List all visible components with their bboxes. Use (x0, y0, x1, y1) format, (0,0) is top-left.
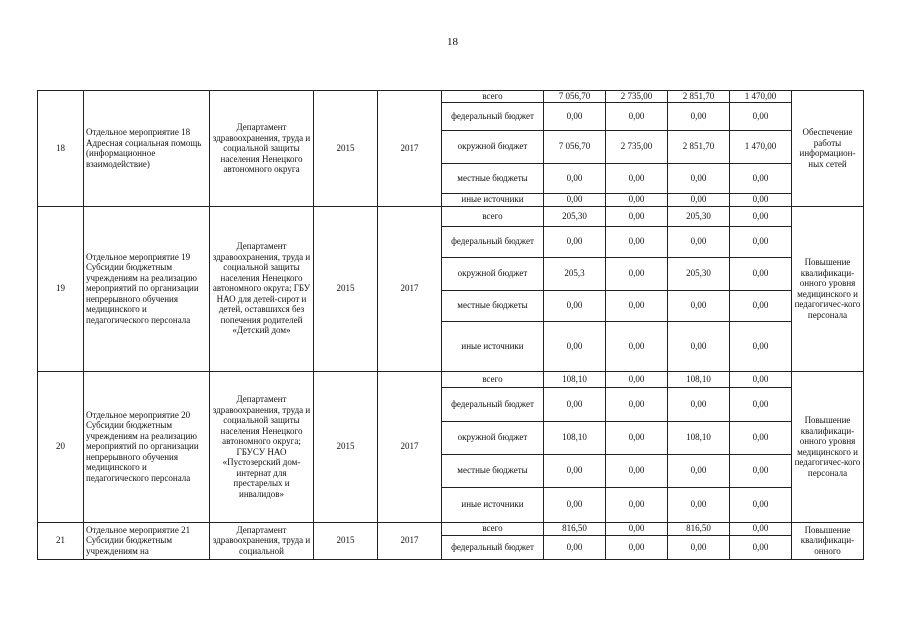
table-row (38, 91, 864, 103)
end-year: 2017 (378, 371, 442, 522)
activity-number: 20 (38, 371, 84, 522)
expected-result: Повышение квалификаци-онного уровня медицинского и педагогичес-кого персонала (792, 371, 864, 522)
amount-2017: 0,00 (730, 371, 792, 387)
activity-number: 19 (38, 206, 84, 371)
amount-2017: 0,00 (730, 535, 792, 559)
start-year: 2015 (314, 371, 378, 522)
amount-2016: 205,30 (668, 206, 730, 226)
funding-source: федеральный бюджет (442, 226, 544, 257)
end-year: 2017 (378, 206, 442, 371)
amount-2016: 0,00 (668, 163, 730, 193)
amount-2016: 2 851,70 (668, 130, 730, 163)
amount-2015: 0,00 (606, 522, 668, 535)
amount-2017: 0,00 (730, 102, 792, 130)
funding-source: окружной бюджет (442, 421, 544, 454)
amount-total: 816,50 (544, 522, 606, 535)
activity-name: Отдельное мероприятие 18 Адресная социальная помощь (информационное взаимодействие) (84, 91, 210, 207)
end-year: 2017 (378, 522, 442, 559)
expected-result: Повышение квалификаци-онного уровня медицинского и педагогичес-кого персонала (792, 206, 864, 371)
amount-total: 108,10 (544, 371, 606, 387)
funding-source: окружной бюджет (442, 257, 544, 290)
amount-2017: 0,00 (730, 163, 792, 193)
amount-2016: 108,10 (668, 371, 730, 387)
amount-2017: 0,00 (730, 387, 792, 421)
start-year: 2015 (314, 522, 378, 559)
amount-total: 0,00 (544, 487, 606, 522)
activity-name: Отдельное мероприятие 20 Субсидии бюджетным учреждениям на реализацию мероприятий по организации непрерывного обучения медицинского и педагогического персонала (84, 371, 210, 522)
amount-2016: 0,00 (668, 487, 730, 522)
funding-source: федеральный бюджет (442, 387, 544, 421)
amount-2017: 0,00 (730, 421, 792, 454)
amount-2016: 0,00 (668, 535, 730, 559)
program-activities-table (37, 90, 864, 560)
amount-2016: 0,00 (668, 193, 730, 206)
amount-total: 7 056,70 (544, 130, 606, 163)
amount-2015: 0,00 (606, 387, 668, 421)
activity-executor: Департамент здравоохранения, труда и социальной (210, 522, 314, 559)
funding-source: местные бюджеты (442, 290, 544, 321)
amount-2015: 2 735,00 (606, 91, 668, 103)
amount-2017: 0,00 (730, 206, 792, 226)
amount-2017: 0,00 (730, 522, 792, 535)
start-year: 2015 (314, 206, 378, 371)
amount-total: 0,00 (544, 193, 606, 206)
amount-2016: 816,50 (668, 522, 730, 535)
funding-source: федеральный бюджет (442, 535, 544, 559)
amount-total: 205,30 (544, 206, 606, 226)
activity-name: Отдельное мероприятие 21 Субсидии бюджетным учреждениям на (84, 522, 210, 559)
amount-2015: 0,00 (606, 454, 668, 487)
funding-source: иные источники (442, 487, 544, 522)
amount-total: 0,00 (544, 290, 606, 321)
activity-number: 18 (38, 91, 84, 207)
amount-2017: 0,00 (730, 290, 792, 321)
end-year: 2017 (378, 91, 442, 207)
page-number: 18 (447, 36, 458, 48)
amount-2015: 0,00 (606, 102, 668, 130)
funding-source: всего (442, 206, 544, 226)
amount-2017: 0,00 (730, 193, 792, 206)
amount-2015: 0,00 (606, 421, 668, 454)
amount-2017: 0,00 (730, 454, 792, 487)
funding-source: иные источники (442, 321, 544, 371)
funding-source: всего (442, 371, 544, 387)
amount-total: 7 056,70 (544, 91, 606, 103)
funding-source: всего (442, 522, 544, 535)
funding-source: местные бюджеты (442, 163, 544, 193)
amount-2015: 0,00 (606, 535, 668, 559)
expected-result: Обеспечение работы информацион-ных сетей (792, 91, 864, 207)
amount-2017: 1 470,00 (730, 91, 792, 103)
amount-2017: 0,00 (730, 321, 792, 371)
amount-2016: 0,00 (668, 226, 730, 257)
amount-2015: 0,00 (606, 193, 668, 206)
amount-total: 0,00 (544, 163, 606, 193)
funding-source: иные источники (442, 193, 544, 206)
activity-number: 21 (38, 522, 84, 559)
amount-2015: 0,00 (606, 371, 668, 387)
amount-2015: 0,00 (606, 487, 668, 522)
amount-total: 0,00 (544, 321, 606, 371)
amount-2015: 0,00 (606, 226, 668, 257)
funding-source: местные бюджеты (442, 454, 544, 487)
amount-2015: 0,00 (606, 321, 668, 371)
amount-2015: 0,00 (606, 290, 668, 321)
funding-source: окружной бюджет (442, 130, 544, 163)
amount-total: 205,3 (544, 257, 606, 290)
funding-source: федеральный бюджет (442, 102, 544, 130)
amount-total: 0,00 (544, 535, 606, 559)
amount-2017: 0,00 (730, 257, 792, 290)
amount-2015: 0,00 (606, 206, 668, 226)
amount-2017: 0,00 (730, 487, 792, 522)
amount-2016: 2 851,70 (668, 91, 730, 103)
amount-total: 108,10 (544, 421, 606, 454)
amount-2017: 1 470,00 (730, 130, 792, 163)
table-row (38, 206, 864, 226)
amount-2015: 2 735,00 (606, 130, 668, 163)
amount-2016: 0,00 (668, 102, 730, 130)
activity-name: Отдельное мероприятие 19 Субсидии бюджетным учреждениям на реализацию мероприятий по организации непрерывного обучения медицинского и педагогического персонала (84, 206, 210, 371)
expected-result: Повышение квалификаци-онного (792, 522, 864, 559)
activity-executor: Департамент здравоохранения, труда и социальной защиты населения Ненецкого автономного округа; ГБУСУ НАО «Пустозерский дом-интернат для престарелых и инвалидов» (210, 371, 314, 522)
activity-executor: Департамент здравоохранения, труда и социальной защиты населения Ненецкого автономного округа; ГБУ НАО для детей-сирот и детей, оставшихся без попечения родителей «Детский дом» (210, 206, 314, 371)
amount-total: 0,00 (544, 226, 606, 257)
amount-total: 0,00 (544, 102, 606, 130)
amount-2017: 0,00 (730, 226, 792, 257)
amount-2016: 0,00 (668, 290, 730, 321)
amount-2016: 0,00 (668, 454, 730, 487)
table-row (38, 522, 864, 535)
funding-source: всего (442, 91, 544, 103)
table-row (38, 371, 864, 387)
amount-total: 0,00 (544, 387, 606, 421)
amount-2016: 205,30 (668, 257, 730, 290)
activity-executor: Департамент здравоохранения, труда и социальной защиты населения Ненецкого автономного округа (210, 91, 314, 207)
start-year: 2015 (314, 91, 378, 207)
amount-2016: 0,00 (668, 387, 730, 421)
amount-2015: 0,00 (606, 163, 668, 193)
amount-2016: 108,10 (668, 421, 730, 454)
amount-total: 0,00 (544, 454, 606, 487)
amount-2016: 0,00 (668, 321, 730, 371)
amount-2015: 0,00 (606, 257, 668, 290)
